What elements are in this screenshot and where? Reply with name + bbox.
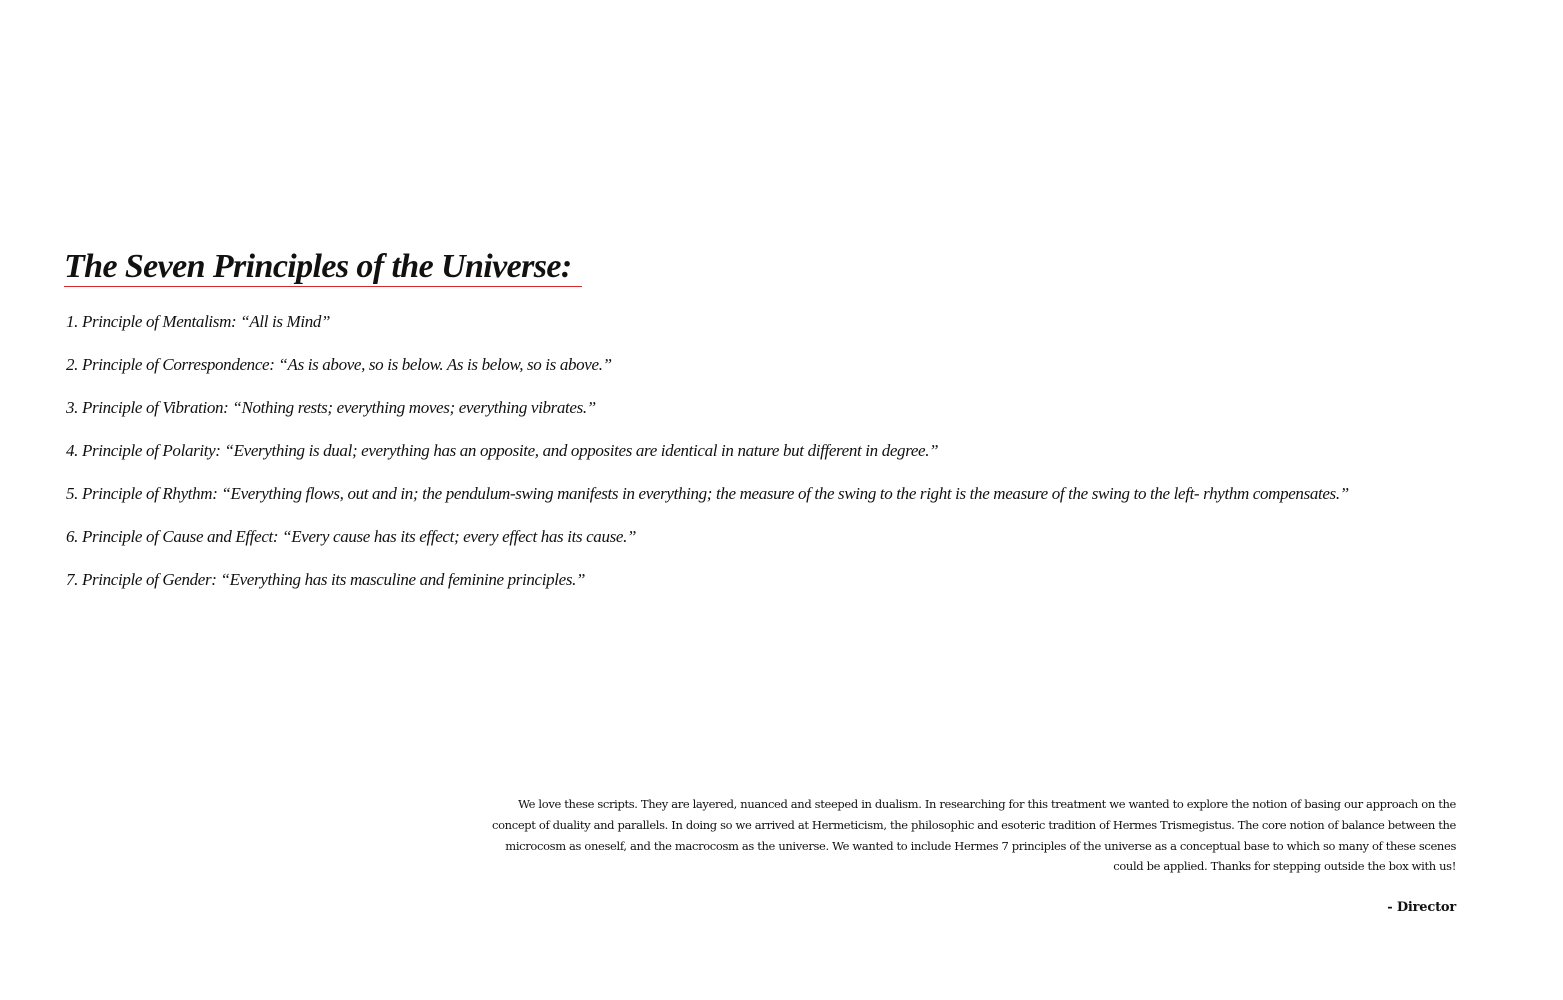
signature: - Director [1387, 900, 1456, 915]
principle-item: 6. Principle of Cause and Effect: “Every cause has its effect; every effect has its cause.” [66, 527, 637, 546]
principle-item: 2. Principle of Correspondence: “As is above, so is below. As is below, so is above.” [66, 355, 612, 374]
principle-item: 7. Principle of Gender: “Everything has its masculine and feminine principles.” [66, 570, 586, 589]
note-line: microcosm as oneself, and the macrocosm as the universe. We wanted to include Hermes 7 principles of the universe as a conceptual base to which so many of these scenes [505, 838, 1456, 853]
principles-list [66, 311, 1536, 612]
principle-item: 4. Principle of Polarity: “Everything is dual; everything has an opposite, and opposites are identical in nature but different in degree.” [66, 441, 939, 460]
note-line: concept of duality and parallels. In doing so we arrived at Hermeticism, the philosophic and esoteric tradition of Hermes Trismegistus. The core notion of balance between the [492, 817, 1456, 832]
note-line: We love these scripts. They are layered, nuanced and steeped in dualism. In researching for this treatment we wanted to explore the notion of basing our approach on the [518, 797, 1456, 811]
principle-item: 3. Principle of Vibration: “Nothing rests; everything moves; everything vibrates.” [66, 398, 596, 417]
title-underline [64, 248, 582, 287]
principle-item: 5. Principle of Rhythm: “Everything flows, out and in; the pendulum-swing manifests in everything; the measure of the swing to the right is the measure of the swing to the left- rhythm compensates.” [66, 484, 1349, 503]
note-line: could be applied. Thanks for stepping outside the box with us! [1113, 859, 1456, 874]
director-note [480, 794, 1456, 877]
principle-item: 1. Principle of Mentalism: “All is Mind” [66, 312, 331, 331]
page-title: The Seven Principles of the Universe: [64, 248, 572, 285]
